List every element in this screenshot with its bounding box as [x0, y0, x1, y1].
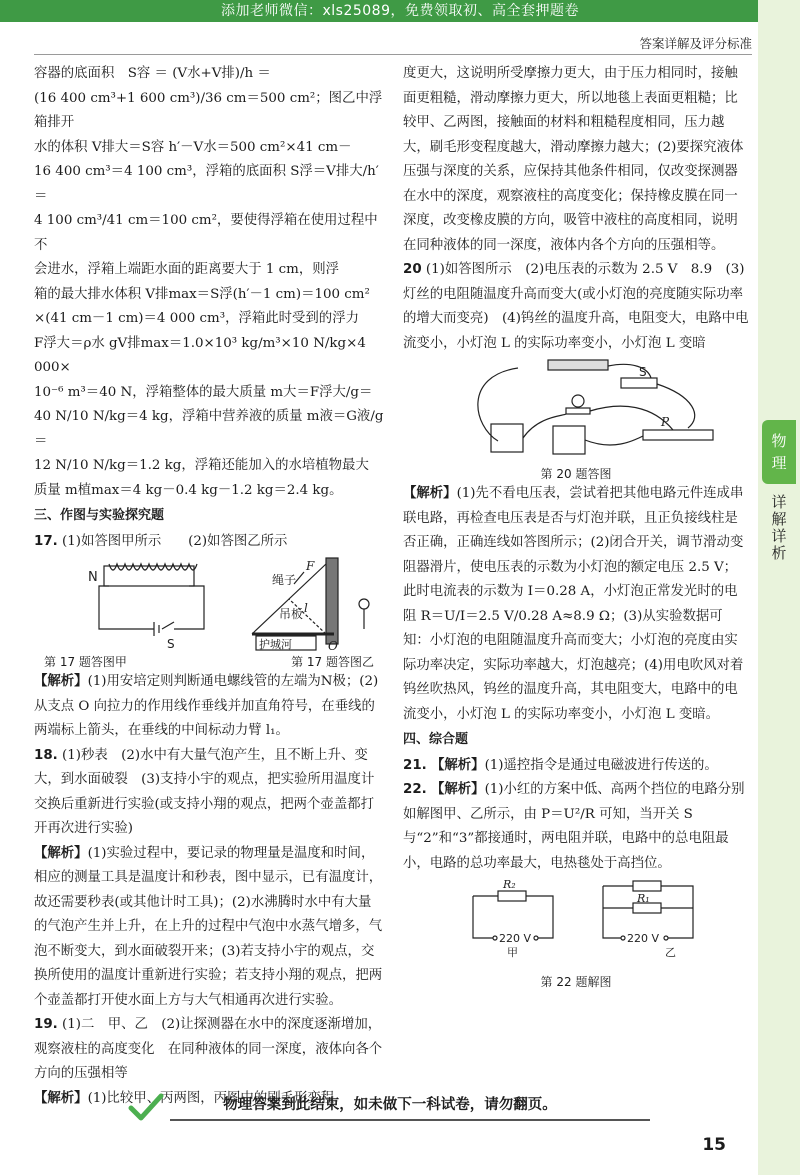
river-label: 护城河	[259, 638, 292, 651]
r2-label: R₂	[503, 878, 516, 891]
q20-answer	[403, 258, 749, 356]
side-label	[770, 494, 788, 562]
figure-caption: 第 20 题答图	[540, 467, 612, 481]
analysis-tag: 【解析】	[431, 757, 485, 773]
q20-analysis	[403, 482, 749, 727]
text-line: 箱的最大排水体积 V排max＝S浮(h′－1 cm)＝100 cm²	[34, 286, 370, 302]
answer-text: (1)如答图所示 (2)电压表的示数为 2.5 V 8.9 (3)灯丝的电阻随温度升高而变大(或小灯泡的亮度随实际功率的增大而变亮) (4)钨丝的温度升高，电阻变大，电路中电流变小，小灯泡 L 的实际功率变小，小灯泡 L 变暗	[403, 262, 749, 351]
side-label-char-3: 详	[771, 527, 787, 545]
q19-analysis-continued: 度更大，这说明所受摩擦力更大，由于压力相同时，接触面更粗糙，滑动摩擦力更大，所以地毯上表面更粗糙；比较甲、乙两图，接触面的材料和粗糙程度相同，压力越大，刷毛形变程度越大，滑动摩擦力越大；(2)要探究液体压强与深度的关系，应保持其他条件相同，仅改变探测器在水中的深度，观察液柱的高度变化；保持橡皮膜在同一深度，改变橡皮膜的方向，吸管中液柱的高度相同，说明在同种液体的同一深度，液体内各个方向的压强相等。	[403, 66, 744, 253]
ammeter	[553, 426, 585, 454]
q22-analysis	[403, 778, 749, 876]
text-line: 10⁻⁶ m³＝40 N，浮箱整体的最大质量 m大＝F浮大/g＝	[34, 384, 373, 400]
q19-answer	[34, 1013, 384, 1087]
wire	[473, 896, 493, 938]
side-strip	[758, 0, 800, 1175]
rheostat	[643, 430, 713, 440]
question-number: 21.	[403, 757, 427, 773]
terminal	[621, 936, 625, 940]
slider-label: P	[661, 415, 670, 429]
text-line: 12 N/10 N/kg＝1.2 kg，浮箱还能加入的水培植物最大	[34, 458, 369, 473]
q18-answer	[34, 744, 384, 842]
bridge-label: 吊板	[279, 607, 304, 621]
footer-underline	[170, 1119, 650, 1121]
answer-text: (1)秒表 (2)水中有大量气泡产生，且不断上升、变大，到水面破裂 (3)支持小宇的观点，把实验所用温度计交换后重新进行实验(或支持小翔的观点，把两个壶盖都打开再次进行实验)	[34, 747, 375, 836]
analysis-tag: 【解析】	[34, 674, 88, 689]
text-line: (16 400 cm³+1 600 cm³)/36 cm＝500 cm²；图乙中浮箱排开	[34, 90, 383, 130]
rope-label: 绳子	[272, 573, 297, 587]
answer-text: (1)如答图甲所示 (2)如答图乙所示	[62, 533, 288, 549]
q21-analysis	[403, 754, 749, 779]
analysis-text: (1)小红的方案中低、高两个挡位的电路分别如解图甲、乙所示，由 P＝U²/R 可知，当开关 S 与“2”和“3”都接通时，两电阻并联，电路中的总电阻最小，电路的总功率最大，电热毯处于高挡位。	[403, 782, 745, 871]
question-number: 18.	[34, 747, 58, 763]
section-heading: 四、综合题	[403, 732, 469, 747]
text-line: 4 100 cm³/41 cm＝100 cm²，要使得浮箱在使用过程中不	[34, 213, 378, 253]
wire	[585, 436, 643, 445]
q18-analysis	[34, 842, 384, 1014]
terminal	[664, 936, 668, 940]
figure-yi-label: 乙	[665, 946, 676, 959]
wire-left	[99, 586, 154, 629]
page-header: 答案详解及评分标准	[639, 36, 752, 51]
header-divider	[34, 54, 752, 55]
wire	[478, 368, 518, 441]
switch-lever	[162, 622, 174, 629]
text-line: 会进水，浮箱上端距水面的距离要大于 1 cm，则浮	[34, 262, 340, 277]
light-bulb	[572, 395, 584, 407]
left-column	[34, 62, 384, 1111]
analysis-tag: 【解析】	[34, 845, 88, 861]
subject-char-2: 理	[771, 454, 787, 472]
arm-label: l	[304, 601, 308, 615]
side-label-char-1: 详	[771, 493, 787, 511]
voltmeter	[491, 424, 523, 452]
figure-jia-label: 甲	[507, 946, 518, 959]
side-label-char-4: 析	[771, 544, 787, 562]
analysis-tag: 【解析】	[431, 782, 485, 797]
question-number: 20	[403, 262, 422, 277]
question-number: 22.	[403, 782, 427, 797]
n-pole-label: N	[88, 570, 98, 585]
analysis-tag: 【解析】	[403, 486, 457, 501]
text-line: 容器的底面积 S容 ＝ (V水+V排)/h ＝	[34, 66, 271, 81]
page-number: 15	[702, 1135, 726, 1155]
figure-caption: 第 17 题答图乙	[291, 655, 374, 669]
text-line: 40 N/10 N/kg＝4 kg，浮箱中营养液的质量 m液＝G液/g＝	[34, 409, 384, 449]
text-line: 水的体积 V排大＝S容 h′－V水＝500 cm²×41 cm－	[34, 139, 352, 155]
subject-char-1: 物	[771, 432, 787, 450]
figure-caption: 第 22 题解图	[540, 975, 612, 989]
q22-circuit-figures	[403, 876, 749, 974]
question-number: 19.	[34, 1017, 58, 1032]
r1-label: R₁	[637, 892, 650, 905]
q17-answer	[34, 530, 384, 555]
wire	[603, 886, 621, 938]
voltage-label: 220 V	[499, 932, 532, 945]
switch-label: S	[167, 637, 175, 651]
resistor-r2	[633, 881, 661, 891]
section-heading: 三、作图与实验探究题	[34, 508, 165, 523]
text-line: F浮大＝ρ水 gV排max＝1.0×10³ kg/m³×10 N/kg×4 000×	[34, 335, 366, 375]
text-line: 16 400 cm³＝4 100 cm³，浮箱的底面积 S浮＝V排大/h′＝	[34, 164, 379, 204]
wire	[661, 886, 693, 938]
answer-text: (1)二 甲、乙 (2)让探测器在水中的深度逐渐增加，观察液柱的高度变化 在同种液体的同一深度，液体向各个方向的压强相等	[34, 1017, 383, 1081]
resistor-r2	[498, 891, 526, 901]
q17-captions	[34, 654, 384, 670]
top-banner: 添加老师微信：xls25089，免费领取初、高全套押题卷	[0, 0, 800, 22]
person-head	[359, 599, 369, 609]
solenoid-core	[104, 566, 194, 586]
question-number: 17.	[34, 533, 58, 549]
bulb-base	[566, 408, 590, 414]
switch	[621, 378, 657, 388]
subject-tab	[762, 420, 796, 484]
force-label: F	[306, 559, 315, 573]
battery-pack	[548, 360, 608, 370]
footer-note: 物理答案到此结束，如未做下一科试卷，请勿翻页。	[223, 1097, 557, 1113]
analysis-text: (1)先不看电压表，尝试着把其他电路元件连成串联电路，再检查电压表是否与灯泡并联，且正负接线柱是否正确，正确连线如答图所示；(2)闭合开关，调节滑动变阻器滑片，使电压表的示数为小灯泡的额定电压 2.5 V；此时电流表的示数为 I＝0.28 A，小灯泡正常发光时的电阻 R＝U/I＝2.5 V/0.28 A≈8.9 Ω；(3)从实验数据可知：小灯泡的电阻随温度升高而变大；小灯泡的亮度由实际功率决定，实际功率越大，灯泡越亮；(4)用电吹风对着钨丝吹热风，钨丝的温度升高，其电阻变大，电路中的电流变小，小灯泡 L 的实际功率变小，小灯泡 L 变暗。	[403, 486, 744, 722]
analysis-text: (1)遥控指令是通过电磁波进行传送的。	[484, 757, 718, 773]
right-column	[403, 62, 749, 990]
analysis-text: (1)比较甲、丙两图，丙图中的刷毛形变程	[87, 1090, 335, 1106]
terminal	[534, 936, 538, 940]
voltage-label: 220 V	[627, 932, 660, 945]
switch-label: S	[639, 365, 647, 379]
q20-circuit-figure	[403, 356, 749, 466]
figure-caption: 第 17 题答图甲	[44, 655, 127, 669]
coil-windings	[109, 564, 197, 570]
text-line: ×(41 cm－1 cm)＝4 000 cm³，浮箱此时受到的浮力	[34, 311, 359, 326]
q17-figures	[34, 554, 384, 654]
solenoid-diagram	[99, 564, 204, 636]
terminal	[493, 936, 497, 940]
analysis-text: (1)实验过程中，要记录的物理量是温度和时间，相应的测量工具是温度计和秒表，图中显示，已有温度计，故还需要秒表(或其他计时工具)；(2)水沸腾时水中有大量的气泡产生并上升，在上升的过程中气泡中水蒸气增多，气泡不断变大，到水面破裂开来；(3)若支持小宇的观点，交换所使用的温度计重新进行实验；若支持小翔的观点，把两个壶盖都打开使水面上方与大气相通再次进行实验。	[34, 845, 383, 1008]
side-label-char-2: 解	[771, 510, 787, 528]
wire-right	[174, 586, 204, 629]
analysis-text: (1)用安培定则判断通电螺线管的左端为N极；(2)从支点 O 向拉力的作用线作垂线并加直角符号，在垂线的两端标上箭头，在垂线的中间标动力臂 l₁。	[34, 674, 379, 738]
gate-tower	[326, 558, 338, 644]
q17-analysis	[34, 670, 384, 744]
pivot-label: O	[328, 639, 338, 653]
text-line: 质量 m植max＝4 kg－0.4 kg－1.2 kg＝2.4 kg。	[34, 482, 343, 498]
analysis-tag: 【解析】	[34, 1090, 88, 1106]
